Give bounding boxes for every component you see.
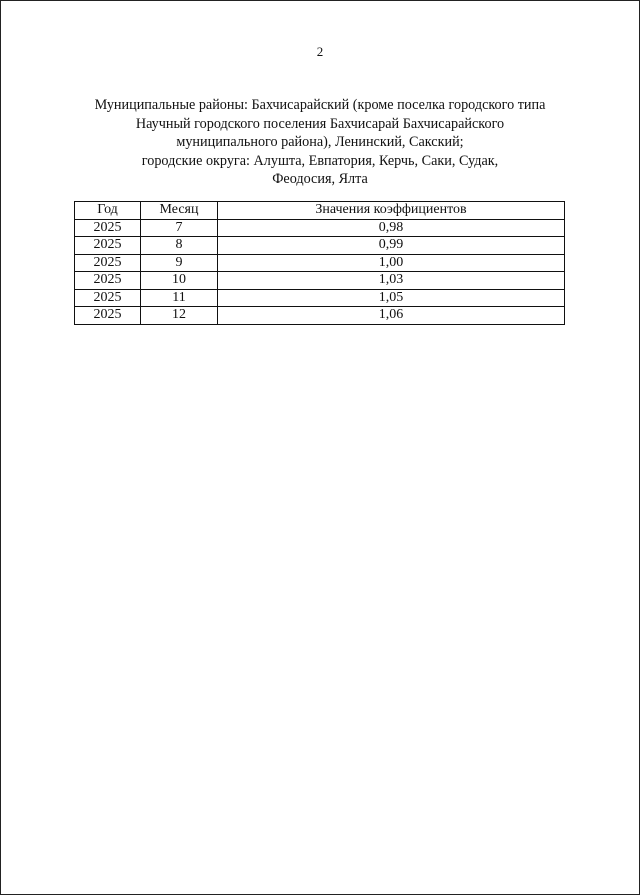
table-row	[75, 272, 565, 290]
cell-year: 2025	[75, 219, 141, 237]
heading-line: Феодосия, Ялта	[272, 171, 368, 188]
header-year: Год	[75, 202, 141, 220]
cell-coefficient: 1,03	[218, 272, 565, 290]
cell-month: 12	[141, 307, 218, 325]
cell-year: 2025	[75, 272, 141, 290]
table-row	[75, 219, 565, 237]
cell-month: 11	[141, 289, 218, 307]
cell-year: 2025	[75, 237, 141, 255]
table-row	[75, 307, 565, 325]
table-header-row	[75, 202, 565, 220]
document-heading	[70, 96, 570, 189]
table-row	[75, 289, 565, 307]
page-number: 2	[316, 44, 324, 59]
coefficients-table	[74, 201, 565, 325]
cell-year: 2025	[75, 307, 141, 325]
cell-coefficient: 1,05	[218, 289, 565, 307]
cell-coefficient: 1,00	[218, 254, 565, 272]
table-row	[75, 237, 565, 255]
cell-coefficient: 0,98	[218, 219, 565, 237]
cell-month: 10	[141, 272, 218, 290]
heading-line: Муниципальные районы: Бахчисарайский (кроме поселка городского типа	[94, 97, 546, 113]
cell-coefficient: 1,06	[218, 307, 565, 325]
header-month: Месяц	[141, 202, 218, 220]
header-coefficient: Значения коэффициентов	[218, 202, 565, 220]
cell-year: 2025	[75, 289, 141, 307]
cell-month: 8	[141, 237, 218, 255]
cell-coefficient: 0,99	[218, 237, 565, 255]
cell-month: 9	[141, 254, 218, 272]
heading-line: муниципального района), Ленинский, Сакский;	[176, 134, 464, 151]
heading-line: Научный городского поселения Бахчисарай Бахчисарайского	[135, 115, 505, 132]
heading-line: городские округа: Алушта, Евпатория, Керчь, Саки, Судак,	[141, 152, 499, 169]
table-row	[75, 254, 565, 272]
cell-month: 7	[141, 219, 218, 237]
cell-year: 2025	[75, 254, 141, 272]
